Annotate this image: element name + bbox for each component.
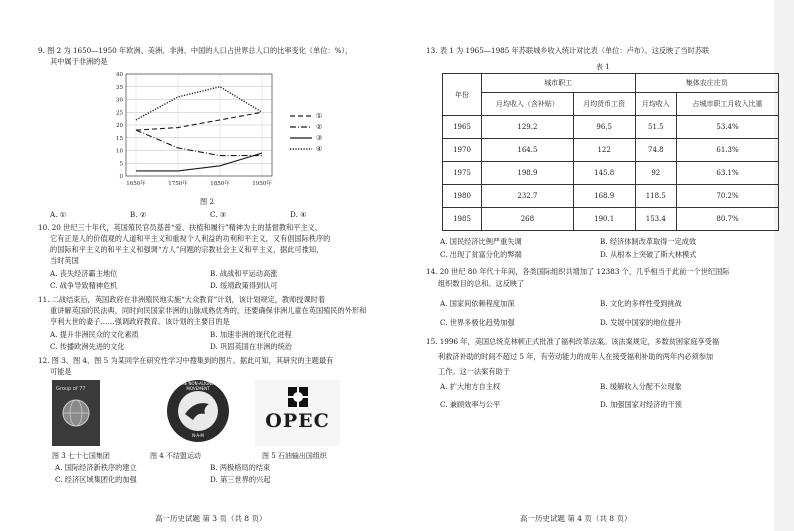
non-aligned-movement-image: [165, 378, 231, 444]
col-header-city-workers: 城市职工: [482, 74, 636, 93]
legend-swatch: [290, 135, 312, 141]
legend-swatch: [290, 146, 312, 152]
q15-option-a[interactable]: A. 扩大地方自主权: [440, 382, 501, 391]
group-of-77-text: Group of 77: [56, 386, 86, 392]
q11-option-d[interactable]: D. 巩固英国在非洲的统治: [210, 342, 292, 351]
q15-option-c[interactable]: C. 兼顾效率与公平: [440, 400, 501, 409]
left-page-footer: 高一历史试题 第 3 页（共 8 页）: [155, 514, 267, 523]
q13-option-c[interactable]: C. 出现了贫富分化的弊端: [440, 250, 522, 259]
chart-legend: [290, 110, 340, 170]
q9-option-a[interactable]: A. ①: [50, 210, 67, 219]
q11-line2: 重讲解英国的民法典，同时向民国家非洲的山脉成熟优秀的，还要确保非洲儿童在英国殖民的外形和: [50, 306, 367, 315]
q10-option-b[interactable]: B. 战战和平运动高涨: [210, 269, 278, 278]
y-tick-label: 25: [116, 110, 123, 117]
q14-option-c[interactable]: C. 世界多极化趋势加强: [440, 318, 515, 327]
table-cell: 1975: [443, 162, 482, 185]
legend-swatch: [290, 124, 312, 130]
globe-emblem-icon: [61, 398, 91, 428]
soviet-income-table: [442, 73, 779, 231]
q13-option-b[interactable]: B. 经济体制改革取得一定成效: [600, 237, 697, 246]
table-cell: 61.3%: [677, 139, 779, 162]
figure-3-caption: 图 3 七十七国集团: [52, 452, 110, 460]
q11-line1: 11. 二战结束后，英国政府在非洲殖民地实施“大众教育”计划，该计划规定，教师授课时着: [38, 295, 326, 304]
q9-option-b[interactable]: B. ②: [130, 210, 147, 219]
opec-text: OPEC: [265, 410, 330, 432]
col-header-ratio: 占城市职工月收入比重: [677, 93, 779, 116]
table-cell: 92: [635, 162, 677, 185]
nam-text: THE NON-ALIGNED MOVEMENT: [179, 381, 217, 391]
q14-line2: 组织数目的总和。这反映了: [438, 279, 525, 288]
group-of-77-image: [52, 380, 100, 446]
q12-option-d[interactable]: D. 第三世界的兴起: [210, 475, 271, 484]
y-tick-label: 40: [116, 72, 123, 78]
table-row: [443, 162, 779, 185]
q12-option-b[interactable]: B. 两极格局的结束: [210, 463, 271, 472]
table-cell: 145.8: [573, 162, 635, 185]
q15-line2: 利救济补助的时间不超过 5 年，有劳动能力的成年人在接受福利补助的两年内必须参加: [438, 352, 714, 361]
q15-line1: 15. 1996 年，美国总统克林顿正式批准了福利改革法案。该法案规定，多数贫困家庭享受福: [426, 337, 720, 346]
table-cell: 198.9: [482, 162, 574, 185]
q13-option-d[interactable]: D. 从根本上突破了斯大林模式: [600, 250, 697, 259]
opec-logo-image: [255, 380, 340, 446]
col-header-farmer-income: 月均收入: [635, 93, 677, 116]
y-tick-label: 20: [116, 123, 123, 129]
q9-option-d[interactable]: D. ④: [290, 210, 307, 219]
legend-label: ①: [316, 111, 323, 120]
table-cell: 1965: [443, 116, 482, 139]
q11-option-b[interactable]: B. 加速非洲的现代化进程: [210, 330, 292, 339]
x-tick-label: 1850年: [210, 181, 230, 187]
figure-2-label: 图 2: [200, 197, 215, 206]
legend-item: [290, 110, 340, 121]
table-row: [443, 116, 779, 139]
table-cell: 63.1%: [677, 162, 779, 185]
table-cell: 122: [573, 139, 635, 162]
q10-option-d[interactable]: D. 绥靖政策得到认可: [210, 281, 278, 290]
q10-line4: 当时英国: [50, 256, 79, 265]
q13-stem-line1: 13. 表 1 为 1965—1985 年苏联城乡收入统计对比表（单位：卢布）。这反映了当时苏联: [426, 46, 710, 55]
table-cell: 118.5: [635, 185, 677, 208]
nam-sub-text: N·A·M: [192, 433, 204, 438]
q9-stem-line1: 9. 图 2 为 1650—1950 年欧洲、美洲、非洲、中国的人口占世界总人口的比率变化（单位：%），: [38, 46, 353, 55]
population-line-chart: [110, 68, 280, 193]
y-tick-label: 5: [119, 161, 123, 168]
table-cell: 51.5: [635, 116, 677, 139]
legend-swatch: [290, 113, 312, 119]
y-tick-label: 0: [119, 174, 123, 180]
legend-item: [290, 121, 340, 132]
right-page-footer: 高一历史试题 第 4 页（共 8 页）: [520, 514, 632, 523]
col-header-year: 年份: [443, 74, 482, 116]
table-cell: 168.9: [573, 185, 635, 208]
legend-item: [290, 132, 340, 143]
x-tick-label: 1750年: [168, 181, 188, 187]
q14-line1: 14. 20 世纪 80 年代十年间，各类国际组织共增加了 12383 个，几乎相当于此前一个世纪国际: [426, 267, 730, 276]
figure-4-caption: 图 4 不结盟运动: [150, 452, 201, 460]
q10-line3: 的国际和平主义的和平主义和强调“方人”问题的宗教社会主义和平主义，据此可推知，: [50, 245, 324, 254]
series-line-1: [136, 112, 262, 130]
y-tick-label: 10: [116, 148, 123, 155]
x-tick-label: 1650年: [126, 181, 146, 187]
q10-line2: 它有正是人的价值观的人道和平主义和重视个人利益的功利和平主义，又有倡国际秩序的: [50, 234, 331, 243]
table-cell: 153.4: [635, 208, 677, 231]
table-cell: 129.2: [482, 116, 574, 139]
q9-option-c[interactable]: C. ③: [210, 210, 227, 219]
legend-label: ②: [316, 122, 323, 131]
opec-emblem-icon: [285, 384, 311, 410]
q11-option-c[interactable]: C. 传播欧洲先进的文化: [50, 342, 125, 351]
table-cell: 190.1: [573, 208, 635, 231]
table-cell: 232.7: [482, 185, 574, 208]
q15-line3: 工作。这一法案有助于: [438, 367, 510, 376]
q15-option-b[interactable]: B. 缓解收入分配不公现象: [600, 382, 682, 391]
x-tick-label: 1950年: [252, 181, 272, 187]
table-cell: 164.5: [482, 139, 574, 162]
q11-option-a[interactable]: A. 提升非洲民众的文化素质: [50, 330, 139, 339]
q10-option-c[interactable]: C. 战争导致精神危机: [50, 281, 118, 290]
figure-5-caption: 图 5 石油输出国组织: [262, 452, 327, 460]
q11-line3: 亨利大世的妻子……强调政府教育。该计划的主要目的是: [50, 317, 230, 326]
legend-item: [290, 143, 340, 154]
q10-line1: 10. 20 世纪三十年代，英国殖民官员基普“爱、扶植和履行”精神为主的基督教和平主义，: [38, 223, 323, 232]
right-page: [400, 0, 794, 531]
table-cell: 74.8: [635, 139, 677, 162]
table-row: [443, 208, 779, 231]
col-header-monetary-wage: 月均货币工资: [573, 93, 635, 116]
q12-line2: 可能是: [50, 367, 72, 376]
legend-label: ④: [316, 144, 323, 153]
y-tick-label: 15: [116, 135, 123, 142]
table-cell: 70.2%: [677, 185, 779, 208]
q14-option-d[interactable]: D. 发展中国家的地位提升: [600, 318, 682, 327]
table-cell: 1980: [443, 185, 482, 208]
series-line-4: [136, 87, 262, 120]
q15-option-d[interactable]: D. 加强国家对经济的干预: [600, 400, 682, 409]
q12-option-c[interactable]: C. 经济区域集团化的加强: [55, 475, 137, 484]
q9-stem-line2: 其中属于非洲的是: [50, 57, 108, 66]
table-cell: 80.7%: [677, 208, 779, 231]
col-header-income-incl-subsidy: 月均收入（含补贴）: [482, 93, 574, 116]
table-cell: 1985: [443, 208, 482, 231]
table-cell: 53.4%: [677, 116, 779, 139]
series-line-2: [136, 130, 262, 156]
table-1-title: 表 1: [596, 63, 610, 71]
q14-option-a[interactable]: A. 国家间依赖程度加深: [440, 299, 515, 308]
q12-option-a[interactable]: A. 国际经济新秩序的建立: [55, 463, 137, 472]
y-tick-label: 30: [116, 97, 123, 104]
table-cell: 96.5: [573, 116, 635, 139]
table-row: [443, 185, 779, 208]
y-tick-label: 35: [116, 84, 123, 91]
table-cell: 268: [482, 208, 574, 231]
legend-label: ③: [316, 133, 323, 142]
q10-option-a[interactable]: A. 丧失经济霸主地位: [50, 269, 118, 278]
q14-option-b[interactable]: B. 文化的多样性受到挑战: [600, 299, 682, 308]
col-header-collective-farmers: 集体农庄庄员: [635, 74, 779, 93]
table-row: [443, 139, 779, 162]
q12-line1: 12. 图 3、图 4、图 5 为某同学在研究性学习中搜集到的图片。据此可知，其研究的主题最有: [38, 356, 334, 365]
table-cell: 1970: [443, 139, 482, 162]
q13-option-a[interactable]: A. 国民经济比例严重失调: [440, 237, 522, 246]
